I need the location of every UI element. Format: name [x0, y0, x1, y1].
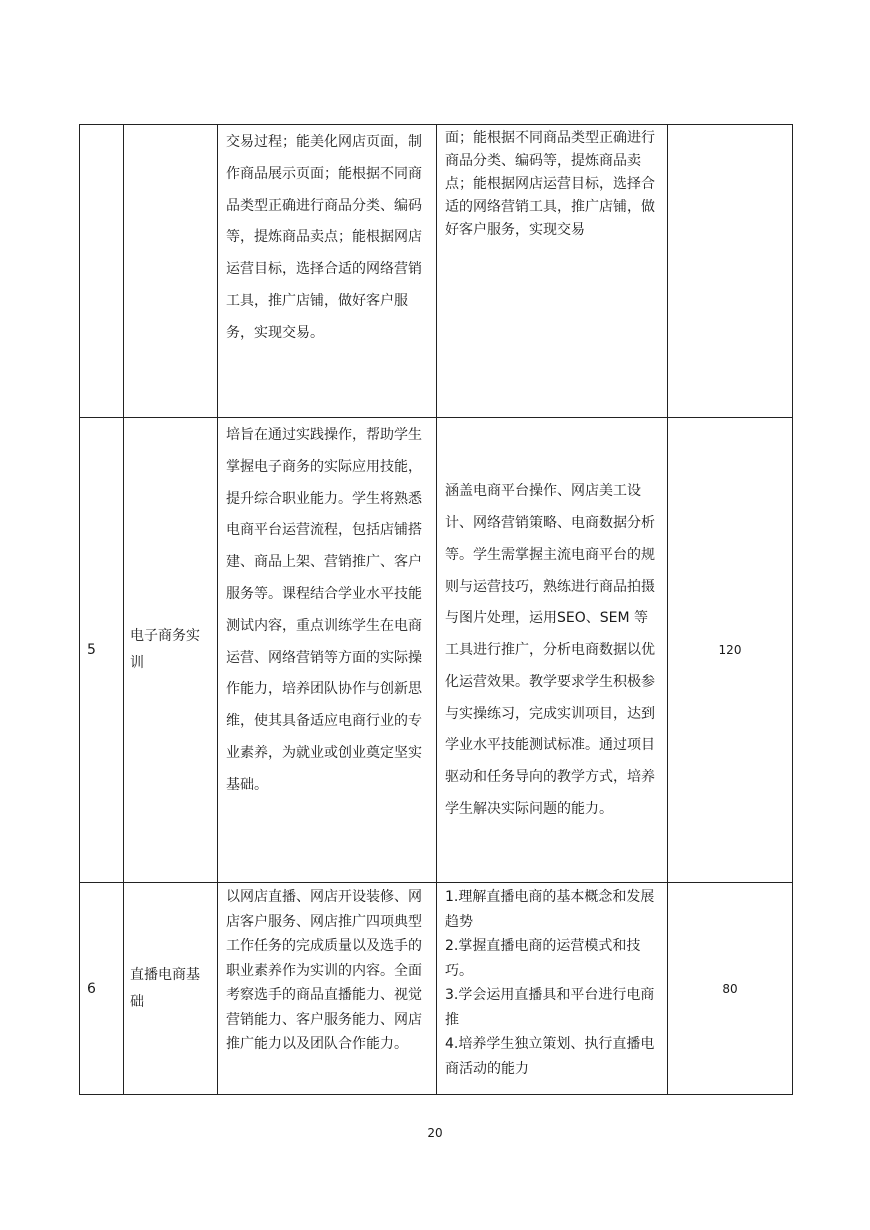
course-name — [124, 125, 218, 418]
course-requirements: 面；能根据不同商品类型正确进行商品分类、编码等，提炼商品卖点；能根据网店运营目标，选择合适的网络营销工具，推广店铺，做好客户服务，实现交易 — [445, 130, 655, 238]
requirement-item: 4.培养学生独立策划、执行直播电商活动的能力 — [445, 1036, 655, 1077]
course-table — [79, 124, 793, 1095]
table-row — [80, 125, 793, 418]
requirement-item: 3.学会运用直播具和平台进行电商推 — [445, 987, 655, 1028]
requirement-item: 1.理解直播电商的基本概念和发展趋势 — [445, 889, 655, 930]
row-number — [80, 125, 124, 418]
course-content-cell — [218, 418, 437, 883]
course-requirements-cell — [437, 418, 668, 883]
row-number: 5 — [80, 418, 124, 883]
page-number: 20 — [427, 1126, 443, 1140]
course-requirements-list — [437, 883, 667, 1081]
course-content: 交易过程；能美化网店页面，制作商品展示页面；能根据不同商品类型正确进行商品分类、编码等，提炼商品卖点；能根据网店运营目标，选择合适的网络营销工具，推广店铺，做好客户服务，实现交易。 — [226, 134, 422, 341]
requirement-item: 2.掌握直播电商的运营模式和技巧。 — [445, 938, 641, 979]
table-row — [80, 883, 793, 1095]
course-name: 电子商务实训 — [124, 418, 218, 883]
course-requirements-cell — [437, 125, 668, 418]
course-requirements: 涵盖电商平台操作、网店美工设计、网络营销策略、电商数据分析等。学生需掌握主流电商平台的规则与运营技巧，熟练进行商品拍摄与图片处理，运用SEO、SEM 等工具进行推广，分析电商数据以优化运营效果。教学要求学生积极参与实操练习，完成实训项目，达到学业水平技能测试标准。通过项目驱动和任务导向的教学方式，培养学生解决实际问题的能力。 — [445, 483, 655, 818]
course-content: 以网店直播、网店开设装修、网店客户服务、网店推广四项典型工作任务的完成质量以及选手的职业素养作为实训的内容。全面考察选手的商品直播能力、视觉营销能力、客户服务能力、网店推广能力以及团队合作能力。 — [226, 889, 422, 1052]
course-hours: 80 — [668, 883, 793, 1095]
course-requirements-cell — [437, 883, 668, 1095]
course-hours — [668, 125, 793, 418]
table-row — [80, 418, 793, 883]
course-content-cell — [218, 883, 437, 1095]
course-name: 直播电商基础 — [124, 883, 218, 1095]
course-content: 培旨在通过实践操作，帮助学生掌握电子商务的实际应用技能，提升综合职业能力。学生将熟悉电商平台运营流程，包括店铺搭建、商品上架、营销推广、客户服务等。课程结合学业水平技能测试内容，重点训练学生在电商运营、网络营销等方面的实际操作能力，培养团队协作与创新思维，使其具备适应电商行业的专业素养，为就业或创业奠定坚实基础。 — [226, 427, 422, 793]
course-content-cell — [218, 125, 437, 418]
course-hours: 120 — [668, 418, 793, 883]
row-number: 6 — [80, 883, 124, 1095]
